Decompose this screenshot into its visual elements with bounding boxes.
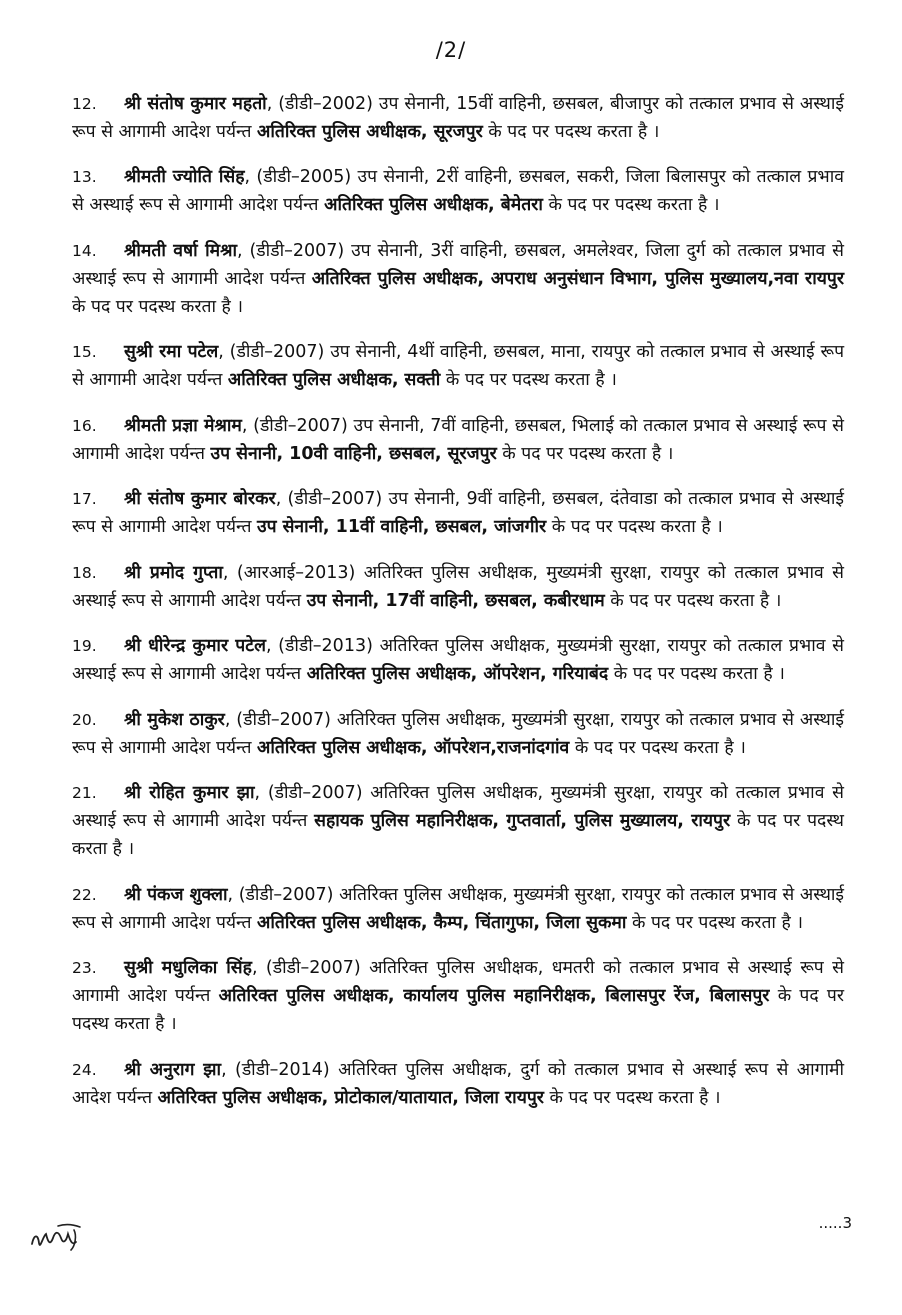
entry-tail: के पद पर पदस्थ करता है । — [72, 811, 844, 859]
officer-name: श्री धीरेन्द्र कुमार पटेल — [124, 636, 266, 656]
posting-entry — [72, 632, 844, 688]
new-post: अतिरिक्त पुलिस अधीक्षक, अपराध अनुसंधान विभाग, पुलिस मुख्यालय,नवा रायपुर — [311, 268, 844, 289]
entry-tail: के पद पर पदस्थ करता है । — [546, 517, 723, 537]
entry-tail: के पद पर पदस्थ करता है । — [608, 664, 785, 684]
entry-number: 16. — [72, 416, 97, 435]
new-post: उप सेनानी, 17वीं वाहिनी, छसबल, कबीरधाम — [306, 590, 605, 611]
posting-entry — [72, 1056, 844, 1112]
new-post: अतिरिक्त पुलिस अधीक्षक, ऑपरेशन, गरियाबंद — [306, 664, 609, 684]
entry-tail: के पद पर पदस्थ करता है । — [626, 912, 804, 933]
posting-entry — [72, 237, 844, 321]
posting-entry — [72, 90, 844, 146]
posting-entry — [72, 338, 844, 394]
officer-name: श्रीमती ज्योति सिंह — [124, 167, 245, 187]
officer-name: श्री अनुराग झा — [124, 1059, 222, 1080]
new-post: अतिरिक्त पुलिस अधीक्षक, कैम्प, चिंतागुफा, जिला सुकमा — [256, 912, 627, 933]
new-post: उप सेनानी, 11वीं वाहिनी, छसबल, जांजगीर — [256, 517, 547, 537]
entry-tail: के पद पर पदस्थ करता है । — [569, 737, 746, 758]
officer-name: सुश्री मधुलिका सिंह — [124, 958, 252, 978]
entry-tail: के पद पर पदस्थ करता है । — [72, 986, 844, 1034]
posting-entry — [72, 881, 844, 937]
entry-number: 24. — [72, 1060, 97, 1079]
entry-text: , (आरआई–2013) अतिरिक्त पुलिस अधीक्षक, मुख्यमंत्री सुरक्षा, रायपुर को तत्काल प्रभाव से अस्थाई रूप से आगामी आदेश पर्यन्त — [72, 562, 844, 611]
new-post: सहायक पुलिस महानिरीक्षक, गुप्तवार्ता, पुलिस मुख्यालय, रायपुर — [314, 811, 731, 831]
entry-number: 17. — [72, 490, 97, 508]
entry-text: , (डीडी–2013) अतिरिक्त पुलिस अधीक्षक, मुख्यमंत्री सुरक्षा, रायपुर को तत्काल प्रभाव से अस्थाई रूप से आगामी आदेश पर्यन्त — [72, 636, 844, 684]
entry-text: , (डीडी–2007) अतिरिक्त पुलिस अधीक्षक, मुख्यमंत्री सुरक्षा, रायपुर को तत्काल प्रभाव से अस्थाई रूप से आगामी आदेश पर्यन्त — [72, 783, 844, 831]
entry-tail: के पद पर पदस्थ करता है । — [604, 590, 782, 611]
entry-text: , (डीडी–2007) अतिरिक्त पुलिस अधीक्षक, मुख्यमंत्री सुरक्षा, रायपुर को तत्काल प्रभाव से अस्थाई रूप से आगामी आदेश पर्यन्त — [72, 709, 844, 758]
continuation-marker: .....3 — [818, 1214, 852, 1232]
posting-entry — [72, 485, 844, 541]
entry-tail: के पद पर पदस्थ करता है । — [440, 370, 617, 390]
entry-tail: के पद पर पदस्थ करता है । — [496, 443, 674, 464]
entry-text: , (डीडी–2007) उप सेनानी, 9वीं वाहिनी, छसबल, दंतेवाडा को तत्काल प्रभाव से अस्थाई रूप से आगामी आदेश पर्यन्त — [72, 489, 844, 537]
signature-mark — [28, 1216, 84, 1256]
entry-number: 18. — [72, 563, 97, 582]
entry-text: , (डीडी–2007) उप सेनानी, 7वीं वाहिनी, छसबल, भिलाई को तत्काल प्रभाव से अस्थाई रूप से आगामी आदेश पर्यन्त — [72, 415, 845, 464]
officer-name: श्री प्रमोद गुप्ता — [124, 562, 223, 583]
entry-tail: के पद पर पदस्थ करता है । — [542, 195, 720, 215]
page-number: /2/ — [435, 38, 467, 62]
new-post: अतिरिक्त पुलिस अधीक्षक, कार्यालय पुलिस महानिरीक्षक, बिलासपुर रेंज, बिलासपुर — [218, 986, 770, 1006]
new-post: उप सेनानी, 10वी वाहिनी, छसबल, सूरजपुर — [210, 443, 497, 464]
entry-number: 20. — [72, 710, 97, 729]
entry-text: , (डीडी–2002) उप सेनानी, 15वीं वाहिनी, छसबल, बीजापुर को तत्काल प्रभाव से अस्थाई रूप से आगामी आदेश पर्यन्त — [72, 93, 844, 142]
entry-text: , (डीडी–2007) उप सेनानी, 4थीं वाहिनी, छसबल, माना, रायपुर को तत्काल प्रभाव से अस्थाई रूप से आगामी आदेश पर्यन्त — [72, 342, 845, 390]
new-post: अतिरिक्त पुलिस अधीक्षक, सक्ती — [227, 370, 441, 390]
officer-name: श्री रोहित कुमार झा — [124, 783, 255, 803]
entry-number: 23. — [72, 959, 97, 977]
officer-name: श्रीमती वर्षा मिश्रा — [124, 240, 238, 261]
entry-number: 13. — [72, 168, 97, 186]
officer-name: श्री मुकेश ठाकुर — [124, 709, 225, 730]
officer-name: श्रीमती प्रज्ञा मेश्राम — [124, 415, 242, 436]
entry-number: 15. — [72, 343, 97, 361]
officer-name: श्री संतोष कुमार बोरकर — [124, 489, 276, 509]
posting-entry — [72, 163, 844, 219]
posting-entry — [72, 706, 844, 762]
entry-number: 19. — [72, 637, 97, 655]
new-post: अतिरिक्त पुलिस अधीक्षक, सूरजपुर — [256, 121, 483, 142]
officer-name: सुश्री रमा पटेल — [124, 342, 219, 362]
entry-text: , (डीडी–2014) अतिरिक्त पुलिस अधीक्षक, दुर्ग को तत्काल प्रभाव से अस्थाई रूप से आगामी आदेश पर्यन्त — [72, 1059, 844, 1108]
posting-entry — [72, 412, 844, 468]
entry-tail: के पद पर पदस्थ करता है । — [482, 121, 660, 142]
posting-entry — [72, 779, 844, 863]
entry-number: 14. — [72, 241, 97, 260]
entry-number: 22. — [72, 885, 97, 904]
entry-text: , (डीडी–2005) उप सेनानी, 2रीं वाहिनी, छसबल, सकरी, जिला बिलासपुर को तत्काल प्रभाव से अस्थाई रूप से आगामी आदेश पर्यन्त — [72, 167, 844, 215]
entry-text: , (डीडी–2007) अतिरिक्त पुलिस अधीक्षक, धमतरी को तत्काल प्रभाव से अस्थाई रूप से आगामी आदेश पर्यन्त — [72, 958, 844, 1006]
posting-order-list — [72, 72, 844, 1128]
new-post: अतिरिक्त पुलिस अधीक्षक, प्रोटोकाल/यातायात, जिला रायपुर — [157, 1087, 544, 1108]
entry-tail: के पद पर पदस्थ करता है । — [543, 1087, 721, 1108]
entry-tail: के पद पर पदस्थ करता है । — [72, 296, 244, 317]
entry-text: , (डीडी–2007) उप सेनानी, 3रीं वाहिनी, छसबल, अमलेश्वर, जिला दुर्ग को तत्काल प्रभाव से अस्थाई रूप से आगामी आदेश पर्यन्त — [72, 240, 844, 289]
posting-entry — [72, 954, 844, 1038]
posting-entry — [72, 559, 844, 615]
officer-name: श्री संतोष कुमार महतो — [124, 93, 267, 114]
entry-text: , (डीडी–2007) अतिरिक्त पुलिस अधीक्षक, मुख्यमंत्री सुरक्षा, रायपुर को तत्काल प्रभाव से अस्थाई रूप से आगामी आदेश पर्यन्त — [72, 884, 844, 933]
entry-number: 21. — [72, 784, 97, 802]
officer-name: श्री पंकज शुक्ला — [124, 884, 228, 905]
entry-number: 12. — [72, 94, 97, 113]
new-post: अतिरिक्त पुलिस अधीक्षक, ऑपरेशन,राजनांदगांव — [256, 737, 570, 758]
new-post: अतिरिक्त पुलिस अधीक्षक, बेमेतरा — [324, 195, 543, 215]
